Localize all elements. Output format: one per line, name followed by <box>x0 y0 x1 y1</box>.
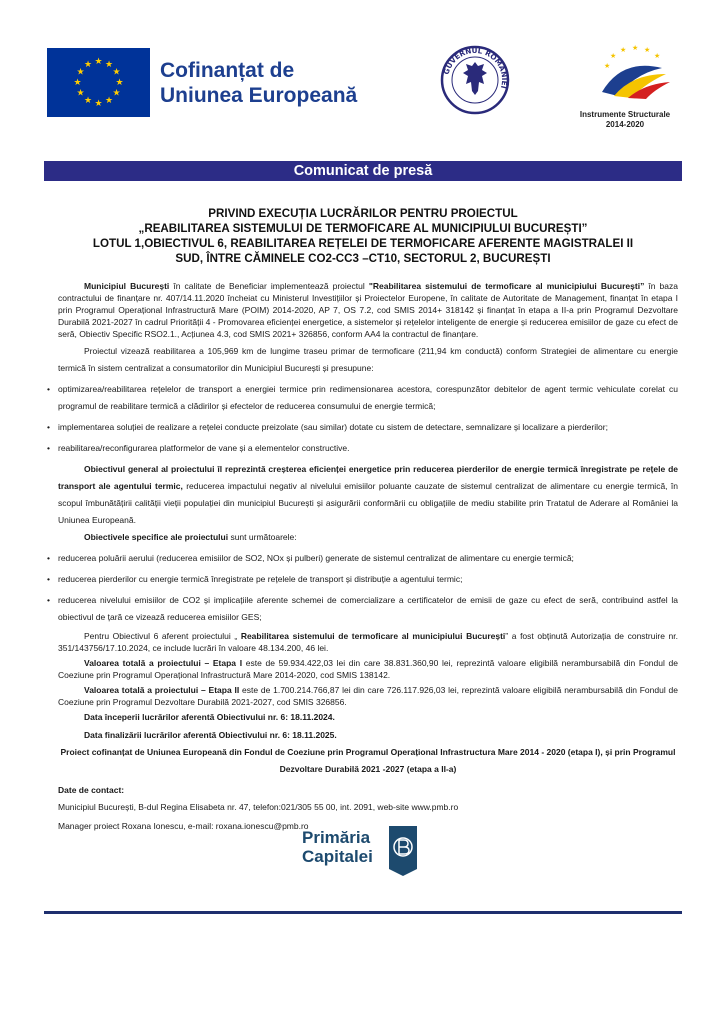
value-stage-2-label: Valoarea totală a proiectului – Etapa II <box>84 685 240 695</box>
structural-instruments-text <box>560 110 690 130</box>
value-stage-1-text: este de 59.934.422,03 lei din care 38.831.360,90 lei, reprezintă valoare eligibilă nerambursabilă din Fondul de Coeziune prin Programul Operațional Infrastructură Mare 2014-2020, cod SMIS 138142. <box>58 658 678 680</box>
specific-objectives-label: Obiectivele specifice ale proiectului <box>84 532 229 542</box>
svg-text:★: ★ <box>610 52 617 60</box>
bullet-icon: • <box>47 595 50 605</box>
value-stage-2-text: este de 1.700.214.766,87 lei din care 726.117.926,03 lei, reprezintă valoare eligibilă nerambursabilă din Fondul de Coeziune prin Programul Dezvoltare Durabilă 2021-2027, cod SMIS 326856. <box>58 685 678 707</box>
list-item-text: reducerea poluării aerului (reducerea emisiilor de SO2, NOx și pulberi) generate de sistemul centralizat de alimentare cu energie termică; <box>58 553 574 563</box>
list-item <box>47 550 678 567</box>
paragraph-scope: Proiectul vizează reabilitarea a 105,969 km de lungime traseu primar de termoficare (211,94 km conductă) conform Strategiei de alimentare cu energie termică în sistem centralizat a consumatorilor din Municipiul București și presupune: <box>58 346 678 373</box>
paragraph-intro <box>58 280 678 340</box>
svg-text:★: ★ <box>644 46 651 54</box>
cofinantat-text <box>160 58 357 108</box>
document-body <box>47 280 678 832</box>
bullet-icon: • <box>47 422 50 432</box>
cofinantat-line2: Uniunea Europeană <box>160 84 358 107</box>
svg-text:★: ★ <box>73 78 82 88</box>
cofinancing-statement: Proiect cofinanțat de Uniunea Europeană din Fondul de Coeziune prin Programul Operațional Infrastructura Mare 2014 - 2020 (etapa I), și prin Programul Dezvoltare Durabilă 2021 -2027 (etapa a II-a) <box>60 747 676 774</box>
authorization-text-2: ” a fost obținută Autorizația de construire nr. 351/143756/17.10.2024, ce include lucrări în valoare 48.134.200, 46 lei. <box>58 631 678 653</box>
svg-text:★: ★ <box>94 99 103 109</box>
government-seal-logo <box>440 45 510 115</box>
svg-text:★: ★ <box>654 52 661 60</box>
svg-text:★: ★ <box>620 46 627 54</box>
seal-text: GUVERNUL ROMÂNIEI <box>441 45 510 90</box>
list-item <box>47 419 678 436</box>
general-objective-text: reducerea impactului negativ al nivelului emisiilor poluante cauzate de sistemul centralizat de alimentare cu energie termică, în scopul îmbunătățirii calității vieții populației din municipiul București și asigurării conformării cu obligațiile de mediu stabilite prin Tratatul de Aderare al României la Uniunea Europeană. <box>58 481 678 525</box>
cofinantat-line1: Cofinanțat de <box>160 59 295 82</box>
primaria-capitalei-logo <box>302 825 420 879</box>
title-line-4: SUD, ÎNTRE CĂMINELE CO2-CC3 –CT10, SECTORUL 2, BUCUREȘTI <box>175 252 551 265</box>
svg-text:★: ★ <box>632 44 639 52</box>
start-date: Data începerii lucrărilor aferentă Obiectivului nr. 6: 18.11.2024. <box>84 712 335 722</box>
general-objective-bold: Obiectivul general al proiectului îl reprezintă creșterea eficienței energetice prin reducerea pierderilor de energie termică înregistrate pe rețele de transport ale agentului termic, <box>58 464 678 491</box>
beneficiary-name: Municipiul București <box>84 281 170 291</box>
title-line-3: LOTUL 1,OBIECTIVUL 6, REABILITAREA REȚELEI DE TERMOFICARE AFERENTE MAGISTRALEI II <box>92 237 634 250</box>
specific-objectives-text: sunt următoarele: <box>228 532 297 542</box>
pmb-badge-icon <box>388 825 418 877</box>
bullet-icon: • <box>47 384 50 394</box>
svg-text:★: ★ <box>94 57 103 67</box>
contact-manager: Manager proiect Roxana Ionescu, e-mail: roxana.ionescu@pmb.ro <box>58 821 309 831</box>
intro-text-2: în baza contractului de finanțare nr. 407/14.11.2020 încheiat cu Ministerul Investițiilor și Proiectelor Europene, în calitate de Autoritate de Management, finanțat în etapa I prin Programul Operațional Infrastructură Mare (POIM) 2014-2020, AP 7, OS 7.2, cod SMIS 2014+ 318142 și finanțat în etapa a II-a prin Programul Dezvoltare Durabilă 2021-2027 în cadrul Priorității 4 - Promovarea eficienței energetice, a sistemelor și rețelelor inteligente de energie și reducerea emisiilor de gaze cu efect de seră, Obiectiv Specific RSO2.1., Acțiunea 4.3, cod SMIS 2021+ 326856, conform AA4 la contractul de finanțare. <box>58 281 678 339</box>
project-name: "Reabilitarea sistemului de termoficare al municipiului București” <box>368 281 645 291</box>
list-item-text: reducerea pierderilor cu energie termică înregistrate pe rețelele de transport și distribuție a agentului termic; <box>58 574 463 584</box>
structural-instruments-logo <box>592 44 672 100</box>
svg-text:★: ★ <box>604 62 611 70</box>
list-item <box>47 571 678 588</box>
intro-text-1: în calitate de Beneficiar implementează proiectul <box>169 281 369 291</box>
list-item-text: reabilitarea/reconfigurarea platformelor de vane și a elementelor constructive. <box>58 443 350 453</box>
svg-text:★: ★ <box>112 88 121 99</box>
paragraph-authorization <box>58 630 678 654</box>
bullet-icon: • <box>47 553 50 563</box>
paragraph-specific-objectives <box>58 529 678 546</box>
contact-address: Municipiul București, B-dul Regina Elisabeta nr. 47, telefon:021/305 55 00, int. 2091, web-site www.pmb.ro <box>58 802 459 812</box>
list-item <box>47 381 678 415</box>
bullet-icon: • <box>47 443 50 453</box>
contact-label: Date de contact: <box>58 785 125 795</box>
pmb-logo-line1: Primăria <box>302 828 371 847</box>
list-item-text: implementarea soluției de realizare a rețelei conducte preizolate (sau similar) dotate cu sistem de detectare, semnalizare și localizare a pierderilor; <box>58 422 608 432</box>
title-line-1: PRIVIND EXECUȚIA LUCRĂRILOR PENTRU PROIECTUL <box>208 207 518 220</box>
eu-flag-logo <box>47 48 150 117</box>
list-item <box>47 440 678 457</box>
svg-text:★: ★ <box>76 67 85 78</box>
scope-list <box>47 381 678 457</box>
bullet-icon: • <box>47 574 50 584</box>
paragraph-value-stage-1 <box>58 657 678 681</box>
list-item-text: reducerea nivelului emisiilor de CO2 și implicațiile aferente schemei de comercializare a certificatelor de emisii de gaze cu efect de seră, contribuind astfel la obiectivul de țară ce vizează reducerea emisiilor GES; <box>58 595 678 622</box>
bottom-divider <box>44 911 682 914</box>
svg-text:★: ★ <box>83 96 93 106</box>
end-date: Data finalizării lucrărilor aferentă Obiectivului nr. 6: 18.11.2025. <box>84 730 337 740</box>
list-item <box>47 592 678 626</box>
document-title <box>40 206 686 266</box>
svg-text:★: ★ <box>115 78 124 88</box>
svg-text:★: ★ <box>83 60 93 70</box>
paragraph-value-stage-2 <box>58 684 678 708</box>
authorization-project-name: Reabilitarea sistemului de termoficare al municipiului București <box>240 631 506 641</box>
title-line-2: „REABILITAREA SISTEMULUI DE TERMOFICARE AL MUNICIPIULUI BUCUREȘTI” <box>138 222 588 235</box>
list-item-text: optimizarea/reabilitarea rețelelor de transport a energiei termice prin redimensionarea acestora, corespunzător debitelor de agent termic vehiculate corelat cu programul de reabilitare termică a clădirilor și efectelor de reducerea consumului de energie termică; <box>58 384 678 411</box>
structural-line2: 2014-2020 <box>605 120 645 129</box>
pmb-logo-line2: Capitalei <box>302 847 373 866</box>
svg-text:★: ★ <box>104 96 114 106</box>
structural-line1: Instrumente Structurale <box>579 110 671 119</box>
svg-text:★: ★ <box>112 67 121 78</box>
authorization-text-1: Pentru Obiectivul 6 aferent proiectului „ <box>84 631 241 641</box>
eu-stars-icon <box>47 48 150 117</box>
svg-text:★: ★ <box>104 60 114 70</box>
press-release-banner: Comunicat de presă <box>44 161 682 181</box>
svg-text:★: ★ <box>76 88 85 99</box>
paragraph-general-objective <box>58 461 678 529</box>
objectives-list <box>47 550 678 626</box>
value-stage-1-label: Valoarea totală a proiectului – Etapa I <box>84 658 243 668</box>
